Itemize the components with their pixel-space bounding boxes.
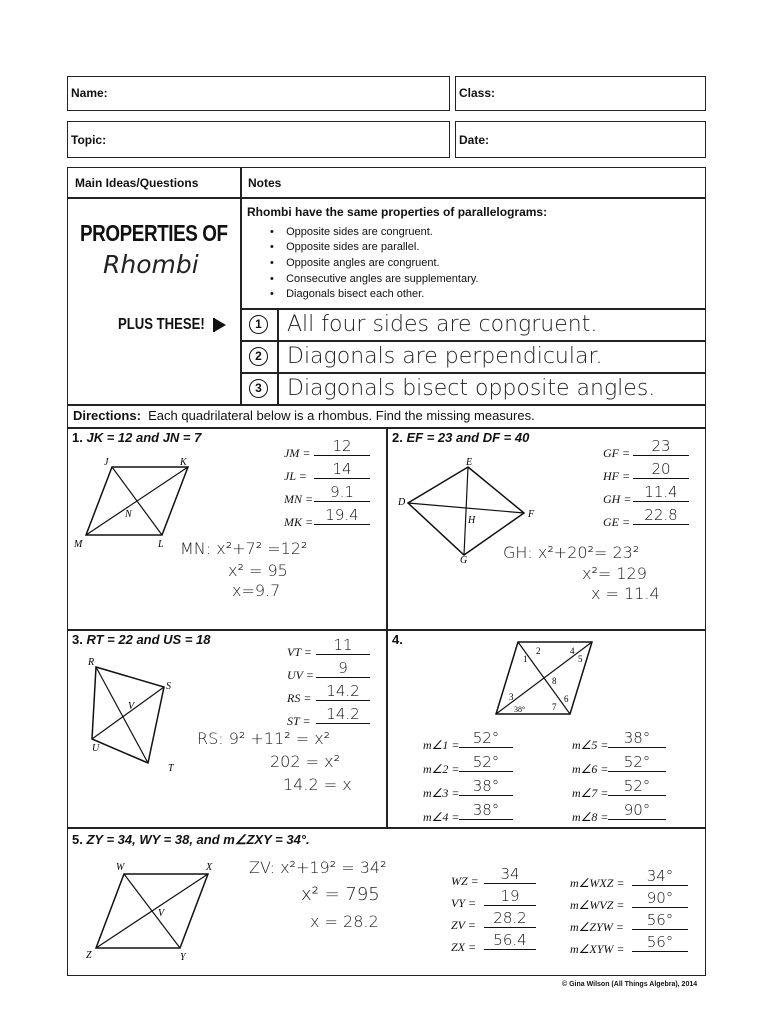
angle-6: 6 <box>564 694 569 704</box>
vertex-g: G <box>460 555 468 565</box>
p4-answer-2: 52° <box>459 753 513 772</box>
problem-3-title: 3. RT = 22 and US = 18 <box>72 632 211 647</box>
p3-label-rs: RS = <box>287 691 312 705</box>
directions <box>73 408 535 423</box>
angle-given-38: 38° <box>514 705 526 714</box>
notes-intro: Rhombi have the same properties of parallelograms: <box>247 205 548 219</box>
p4-label-6: m∠6 = <box>572 762 609 776</box>
vertex-t: T <box>168 763 174 774</box>
p2-label-hf: HF = <box>603 469 631 483</box>
p3-answer-rs: 14.2 <box>316 682 370 701</box>
problems-col-divider <box>386 427 388 827</box>
p1-answer-mk: 19.4 <box>314 506 370 525</box>
p2-answer-gf: 23 <box>633 437 689 456</box>
p5-answer-wz: 34 <box>484 865 536 884</box>
p4-label-1: m∠1 = <box>423 738 460 752</box>
p3-work-line-1: RS: 9² +11² = x² <box>197 729 331 748</box>
problem-5-title: 5. ZY = 34, WY = 38, and m∠ZXY = 34°. <box>72 832 310 847</box>
rhombus-wxyz-diagram <box>82 858 222 968</box>
p4-answer-6: 52° <box>608 753 666 772</box>
p4-label-5: m∠5 = <box>572 738 609 752</box>
problems-row-divider <box>67 629 706 631</box>
p5-work-line-3: x = 28.2 <box>310 912 379 931</box>
p5-work-line-1: ZV: x²+19² = 34² <box>249 858 387 877</box>
vertex-v: V <box>128 701 135 712</box>
p2-answer-ge: 22.8 <box>633 506 689 525</box>
column-divider <box>240 167 242 404</box>
p1-label-mn: MN = <box>284 492 314 506</box>
vertex-x: X <box>206 862 213 873</box>
property-number-3: 3 <box>249 379 268 398</box>
property-text-1: All four sides are congruent. <box>287 312 598 337</box>
bullet-2: • Opposite sides are parallel. <box>270 241 420 253</box>
bullet-5: • Diagonals bisect each other. <box>270 288 425 300</box>
p3-answer-st: 14.2 <box>316 705 370 724</box>
p4-answer-8: 90° <box>608 801 666 820</box>
p5-label-wxz: m∠WXZ = <box>570 876 625 890</box>
rhombus-angles-diagram <box>490 638 600 720</box>
vertex-y: Y <box>180 952 186 963</box>
date-field <box>455 121 706 158</box>
properties-title: PROPERTIES OF <box>80 220 228 246</box>
vertex-k: K <box>180 457 187 468</box>
vertex-f: F <box>528 509 535 520</box>
p5-answer-xyw: 56° <box>632 933 688 952</box>
p4-label-7: m∠7 = <box>572 786 609 800</box>
angle-1: 1 <box>523 654 528 664</box>
p4-label-4: m∠4 = <box>423 810 460 824</box>
p3-work-line-3: 14.2 = x <box>283 775 352 794</box>
p4-label-3: m∠3 = <box>423 786 460 800</box>
p3-answer-vt: 11 <box>316 636 370 655</box>
p4-label-2: m∠2 = <box>423 762 460 776</box>
p4-answer-7: 52° <box>608 777 666 796</box>
extra-row-divider <box>240 340 706 342</box>
copyright-footer: © Gina Wilson (All Things Algebra), 2014 <box>562 981 698 988</box>
vertex-r: R <box>88 657 95 668</box>
p5-answer-zx: 56.4 <box>484 931 536 950</box>
p4-label-8: m∠8 = <box>572 810 609 824</box>
p1-answer-jm: 12 <box>314 437 370 456</box>
p5-work-line-2: x² = 795 <box>301 884 380 905</box>
property-number-2: 2 <box>249 347 268 366</box>
p4-answer-5: 38° <box>608 729 666 748</box>
problem-1-title: 1. JK = 12 and JN = 7 <box>72 430 202 445</box>
class-field <box>455 76 706 111</box>
problems-row-divider <box>67 827 706 829</box>
p5-label-zx: ZX = <box>451 940 477 954</box>
vertex-j: J <box>104 457 109 468</box>
directions-divider <box>67 404 706 406</box>
p2-answer-hf: 20 <box>633 460 689 479</box>
p3-answer-uv: 9 <box>316 659 370 678</box>
p2-label-gf: GF = <box>603 446 631 460</box>
p4-answer-3: 38° <box>459 777 513 796</box>
bullet-1: • Opposite sides are congruent. <box>270 226 433 238</box>
p1-label-jm: JM = <box>284 446 311 460</box>
p5-answer-wxz: 34° <box>632 867 688 886</box>
p3-label-vt: VT = <box>287 645 312 659</box>
vertex-u: U <box>92 743 100 754</box>
angle-2: 2 <box>536 646 541 656</box>
vertex-w: W <box>116 862 125 873</box>
property-text-2: Diagonals are perpendicular. <box>287 344 603 369</box>
p3-label-uv: UV = <box>287 668 314 682</box>
p2-label-ge: GE = <box>603 515 631 529</box>
p5-label-xyw: m∠XYW = <box>570 942 625 956</box>
p5-answer-zyw: 56° <box>632 911 688 930</box>
angle-8: 8 <box>552 676 557 686</box>
p5-label-zv: ZV = <box>451 918 476 932</box>
p1-answer-mn: 9.1 <box>314 483 370 502</box>
angle-7: 7 <box>552 702 557 712</box>
p4-answer-4: 38° <box>459 801 513 820</box>
p2-work-line-1: GH: x²+20²= 23² <box>503 543 640 562</box>
p2-answer-gh: 11.4 <box>633 483 689 502</box>
angle-3: 3 <box>509 692 514 702</box>
angle-4: 4 <box>570 646 575 656</box>
name-label: Name: <box>71 86 108 100</box>
p5-label-wz: WZ = <box>451 874 479 888</box>
col-notes-header: Notes <box>248 176 282 190</box>
vertex-e: E <box>466 457 473 468</box>
angle-5: 5 <box>578 654 583 664</box>
bullet-4: • Consecutive angles are supplementary. <box>270 273 479 285</box>
p1-work-line-1: MN: x²+7² =12² <box>180 539 308 558</box>
table-divider <box>67 197 706 199</box>
vertex-z: Z <box>86 950 92 961</box>
plus-these-label: PLUS THESE! <box>118 316 205 333</box>
problem-2-title: 2. EF = 23 and DF = 40 <box>392 430 530 445</box>
p3-work-line-2: 202 = x² <box>270 752 340 771</box>
p1-label-jl: JL = <box>284 469 307 483</box>
bullet-3: • Opposite angles are congruent. <box>270 257 440 269</box>
directions-text: Each quadrilateral below is a rhombus. Find the missing measures. <box>148 408 535 423</box>
vertex-d: D <box>398 497 406 508</box>
topic-field <box>67 121 450 158</box>
class-label: Class: <box>459 86 496 100</box>
date-label: Date: <box>459 133 490 147</box>
p1-answer-jl: 14 <box>314 460 370 479</box>
p5-answer-wvz: 90° <box>632 889 688 908</box>
topic-label: Topic: <box>71 133 107 147</box>
vertex-m: M <box>74 539 83 550</box>
p1-label-mk: MK = <box>284 515 314 529</box>
property-text-3: Diagonals bisect opposite angles. <box>287 376 656 401</box>
p5-answer-zv: 28.2 <box>484 909 536 928</box>
p5-label-wvz: m∠WVZ = <box>570 898 625 912</box>
p2-label-gh: GH = <box>603 492 632 506</box>
p2-work-line-2: x²= 129 <box>582 564 647 583</box>
vertex-l: L <box>158 539 164 550</box>
p3-label-st: ST = <box>287 714 311 728</box>
p5-label-vy: VY = <box>451 896 477 910</box>
col-main-ideas-header: Main Ideas/Questions <box>75 176 199 190</box>
p4-answer-1: 52° <box>459 729 513 748</box>
name-field <box>67 76 450 111</box>
extra-col-divider <box>277 308 279 404</box>
rhombus-rstu-diagram <box>80 655 190 775</box>
vertex-v: V <box>158 908 165 919</box>
p1-work-line-2: x² = 95 <box>228 561 288 580</box>
p1-work-line-3: x=9.7 <box>232 581 281 600</box>
arrow-icon <box>212 316 228 334</box>
p2-work-line-3: x = 11.4 <box>591 584 660 603</box>
vertex-s: S <box>166 681 171 692</box>
problem-4-title: 4. <box>392 632 403 647</box>
property-number-1: 1 <box>249 315 268 334</box>
p5-label-zyw: m∠ZYW = <box>570 920 624 934</box>
vertex-n: N <box>125 509 132 520</box>
p5-answer-vy: 19 <box>484 887 536 906</box>
rhombi-handwritten: Rhombi <box>103 250 199 279</box>
directions-label: Directions: <box>73 408 141 423</box>
vertex-h: H <box>468 515 476 526</box>
extra-row-divider <box>240 372 706 374</box>
extra-row-divider <box>240 308 706 310</box>
